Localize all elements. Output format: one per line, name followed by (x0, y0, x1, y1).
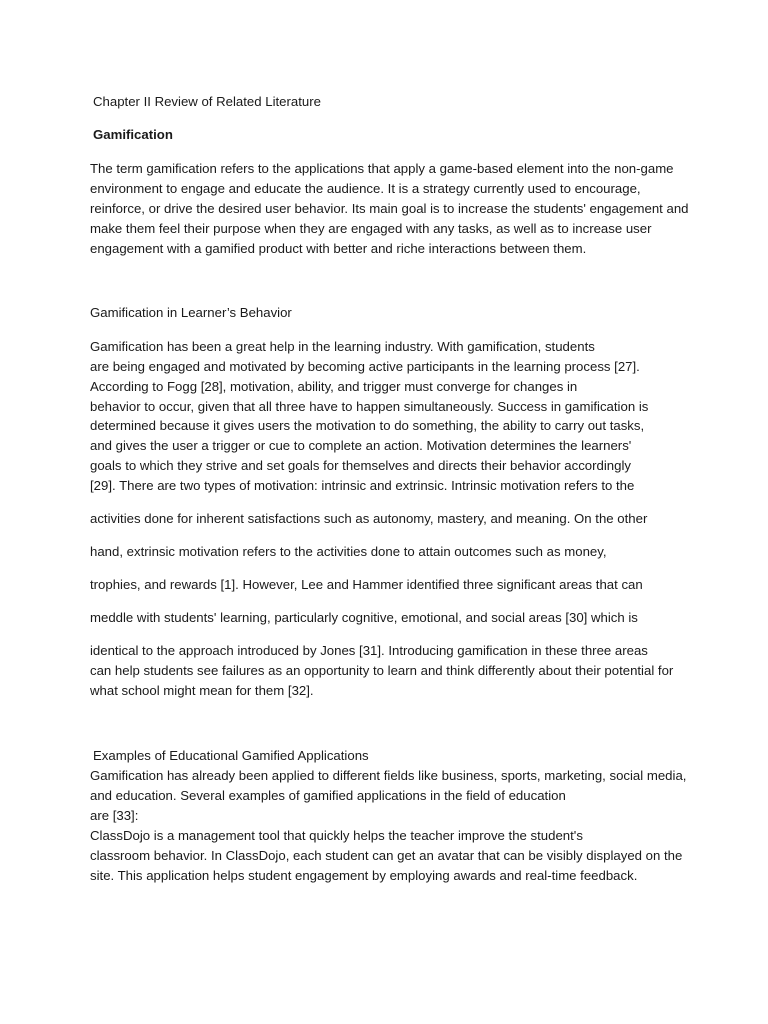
text-line: make them feel their purpose when they are engaged with any tasks, as well as to increase user (90, 221, 652, 236)
text-line: and gives the user a trigger or cue to complete an action. Motivation determines the learners' (90, 438, 632, 453)
text-line: The term gamification refers to the applications that apply a game-based element into the non-game (90, 161, 674, 176)
text-line: meddle with students' learning, particularly cognitive, emotional, and social areas [30] which is (90, 610, 638, 625)
text-line: [29]. There are two types of motivation: intrinsic and extrinsic. Intrinsic motivation refers to the (90, 478, 635, 493)
text-line: Gamification has been a great help in the learning industry. With gamification, students (90, 339, 595, 354)
section-heading-examples: Examples of Educational Gamified Applications (93, 748, 369, 763)
text-line: reinforce, or drive the desired user behavior. Its main goal is to increase the students' engagement and (90, 201, 689, 216)
text-line: what school might mean for them [32]. (90, 683, 314, 698)
text-line: According to Fogg [28], motivation, ability, and trigger must converge for changes in (90, 379, 578, 394)
text-line: classroom behavior. In ClassDojo, each student can get an avatar that can be visibly displayed on the (90, 848, 683, 863)
text-line: goals to which they strive and set goals for themselves and directs their behavior accordingly (90, 458, 631, 473)
text-line: trophies, and rewards [1]. However, Lee and Hammer identified three significant areas that can (90, 577, 643, 592)
text-line: can help students see failures as an opportunity to learn and think differently about their potential for (90, 663, 674, 678)
text-line: site. This application helps student engagement by employing awards and real-time feedback. (90, 868, 638, 883)
text-line: and education. Several examples of gamified applications in the field of education (90, 788, 566, 803)
text-line: are being engaged and motivated by becoming active participants in the learning process [27]. (90, 359, 640, 374)
text-line: hand, extrinsic motivation refers to the activities done to attain outcomes such as money, (90, 544, 607, 559)
text-line: behavior to occur, given that all three have to happen simultaneously. Success in gamification is (90, 399, 649, 414)
text-line: engagement with a gamified product with better and riche interactions between them. (90, 241, 587, 256)
section-heading-learners-behavior: Gamification in Learner’s Behavior (90, 305, 292, 320)
text-line: identical to the approach introduced by Jones [31]. Introducing gamification in these three areas (90, 643, 648, 658)
text-line: activities done for inherent satisfactions such as autonomy, mastery, and meaning. On the other (90, 511, 648, 526)
section-heading-gamification: Gamification (93, 127, 173, 142)
text-line: environment to engage and educate the audience. It is a strategy currently used to encourage, (90, 181, 641, 196)
text-line: Gamification has already been applied to different fields like business, sports, marketing, social media, (90, 768, 687, 783)
text-line: ClassDojo is a management tool that quickly helps the teacher improve the student's (90, 828, 583, 843)
chapter-title: Chapter II Review of Related Literature (93, 94, 321, 109)
text-line: determined because it gives users the motivation to do something, the ability to carry out tasks, (90, 418, 645, 433)
text-line: are [33]: (90, 808, 139, 823)
